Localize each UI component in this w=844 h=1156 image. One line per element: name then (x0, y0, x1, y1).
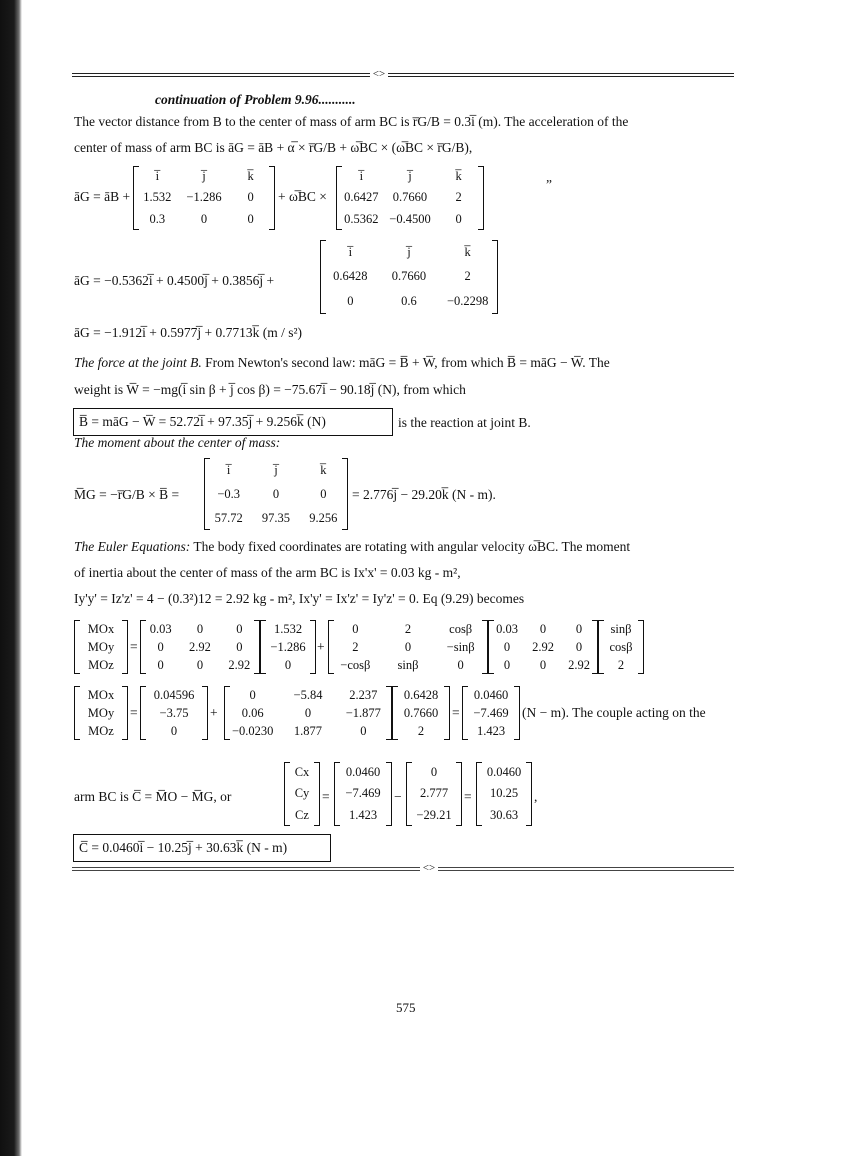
cell: 0 (352, 621, 359, 636)
cell: 0 (360, 723, 367, 738)
force-text: From Newton's second law: māG = B̅ + W̅, from which B̅ = māG − W̅. The (205, 355, 610, 370)
cell: 0.6428 (403, 687, 439, 702)
top-rule-diamond: <> (370, 70, 388, 79)
cell: 2 (404, 621, 412, 636)
eq1-mid: + ω̅BC × (278, 189, 327, 204)
cell: 0.0460 (486, 765, 522, 780)
eq7-equals-2: = (464, 789, 472, 804)
cell: −0.0230 (231, 723, 274, 738)
eq7-vector-a (334, 762, 392, 826)
result-C: C̅ = 0.0460i̅ − 10.25j̅ + 30.63k̅ (N - m) (79, 840, 288, 855)
eq6-result-vector (462, 686, 520, 740)
cell: −0.3 (217, 486, 240, 501)
eq6-omega-vector (392, 686, 450, 740)
eq7-equals: = (322, 789, 330, 804)
eq6-omega-matrix (224, 686, 392, 740)
cell: 2 (617, 657, 625, 672)
cell: 0.6 (401, 294, 417, 309)
cell: j̅ (274, 462, 278, 477)
cell: 0 (272, 486, 280, 501)
cell: k̅ (455, 169, 462, 184)
cell: −1.286 (270, 639, 306, 654)
cell: MOy (87, 705, 115, 720)
cell: 0 (347, 294, 354, 309)
eq4-lhs: M̅G = −r̅G/B × B̅ = (74, 487, 180, 502)
eq5-omega-matrix (328, 620, 488, 674)
cell: 2 (417, 723, 425, 738)
para-weight: weight is W̅ = −mg(i̅ sin β + j̅ cos β) = −75.67i̅ − 90.18j̅ (N), from which (74, 382, 466, 397)
cell: MOz (88, 723, 114, 738)
cell: −5.84 (293, 687, 323, 702)
cell: 0 (247, 211, 254, 226)
cell: 2 (464, 269, 471, 284)
eq6-alpha-vector (140, 686, 208, 740)
cell: −3.75 (159, 705, 189, 720)
cell: k̅ (247, 169, 254, 184)
eq6-equals: = (130, 705, 138, 720)
cell: 0.6427 (344, 190, 379, 205)
bottom-rule-diamond: <> (420, 864, 438, 873)
para-euler (74, 538, 630, 556)
cell: 1.532 (143, 190, 172, 205)
bottom-rule (72, 867, 734, 868)
para-vector-distance: The vector distance from B to the center of mass of arm BC is r̅G/B = 0.3i̅ (m). The acceleration of the (74, 114, 629, 129)
cell: 2.237 (349, 687, 378, 702)
cell: 0 (304, 705, 312, 720)
cell: i̅ (155, 169, 160, 184)
cell: 0 (503, 657, 511, 672)
eq2-lhs: āG = −0.5362i̅ + 0.4500j̅ + 0.3856j̅ + (74, 273, 275, 288)
cell: 0 (247, 190, 254, 205)
cell: 1.423 (476, 723, 506, 738)
cell: Cy (294, 786, 310, 801)
cell: 2.92 (228, 657, 251, 672)
cell: 0 (430, 765, 438, 780)
eq6-after: (N − m). The couple acting on the (522, 705, 706, 720)
cell: 97.35 (261, 510, 291, 525)
eq7-comma: , (534, 789, 538, 804)
euler-text: The body fixed coordinates are rotating with angular velocity ω̅BC. The moment (193, 539, 631, 554)
cell: 1.423 (348, 807, 378, 822)
eq7-couple-vector (284, 762, 320, 826)
cell: −cosβ (340, 657, 371, 672)
cell: 2.92 (189, 639, 211, 654)
eq5-omega-vector (598, 620, 644, 674)
cell: k̅ (320, 462, 327, 477)
euler-heading: The Euler Equations: (74, 539, 191, 554)
cell: i̅ (348, 244, 353, 259)
eq5-inertia-matrix (140, 620, 260, 674)
cell: 0 (249, 687, 256, 702)
moment-heading: The moment about the center of mass: (74, 435, 281, 450)
cell: 0 (457, 657, 464, 672)
eq7-result-vector (476, 762, 532, 826)
cell: 0.03 (496, 621, 518, 636)
cell: Cz (295, 807, 309, 822)
force-heading: The force at the joint B. (74, 355, 202, 370)
problem-heading: continuation of Problem 9.96........... (155, 92, 356, 107)
eq1-matrix-b (336, 166, 484, 230)
cell: j̅ (202, 169, 206, 184)
cell: 0.6428 (333, 269, 368, 284)
eq5-inertia-matrix-2 (488, 620, 598, 674)
cell: cosβ (449, 621, 473, 636)
cell: −sinβ (446, 639, 475, 654)
eq7-lead: arm BC is C̅ = M̅O − M̅G, or (74, 789, 232, 804)
cell: 2.92 (532, 639, 554, 654)
cell: 30.63 (489, 807, 519, 822)
cell: 0.06 (241, 705, 264, 720)
cell: 57.72 (214, 510, 243, 525)
eq4-matrix (204, 458, 348, 530)
cell: sinβ (397, 657, 419, 672)
cell: 2 (455, 190, 462, 205)
eq7-vector-b (406, 762, 462, 826)
cell: cosβ (609, 639, 633, 654)
eq6-plus: + (210, 705, 218, 720)
cell: 0 (236, 639, 243, 654)
result-B-caption: is the reaction at joint B. (398, 415, 531, 430)
cell: 0 (539, 621, 547, 636)
eq7-minus: − (394, 789, 402, 804)
eq6-moment-vector (74, 686, 128, 740)
cell: 0.7660 (403, 705, 439, 720)
stray-mark: ” (546, 177, 552, 192)
cell: 0 (157, 639, 164, 654)
cell: sinβ (610, 621, 632, 636)
cell: 0.7660 (391, 269, 427, 284)
cell: 2.777 (419, 786, 449, 801)
cell: 1.877 (293, 723, 323, 738)
cell: MOz (88, 657, 114, 672)
cell: i̅ (226, 462, 231, 477)
scan-edge-shadow (0, 0, 22, 1156)
para-inertia-2: Iy'y' = Iz'z' = 4 − (0.3²)12 = 2.92 kg - m², Ix'y' = Ix'z' = Iy'z' = 0. Eq (9.29) becomes (74, 591, 525, 606)
para-inertia-1: of inertia about the center of mass of the arm BC is Ix'x' = 0.03 kg - m², (74, 565, 461, 580)
eq2-matrix (320, 240, 498, 314)
eq5-moment-vector (74, 620, 128, 674)
cell: 0 (539, 657, 547, 672)
eq5-plus: + (317, 639, 325, 654)
cell: 10.25 (489, 786, 519, 801)
eq1-lhs: āG = āB + (74, 189, 131, 204)
cell: 0 (196, 657, 204, 672)
cell: −0.4500 (389, 211, 431, 226)
cell: −1.286 (186, 190, 222, 205)
cell: −7.469 (473, 705, 509, 720)
cell: 0 (575, 621, 583, 636)
cell: 0 (200, 211, 208, 226)
eq3-acceleration-result: āG = −1.912i̅ + 0.5977j̅ + 0.7713k̅ (m / s²) (74, 325, 302, 340)
eq6-equals-2: = (452, 705, 460, 720)
cell: −29.21 (416, 807, 452, 822)
cell: 0.5362 (344, 211, 379, 226)
cell: 2.92 (568, 657, 590, 672)
para-acceleration: center of mass of arm BC is āG = āB + α̅ × r̅G/B + ω̅BC × (ω̅BC × r̅G/B), (74, 140, 473, 155)
cell: 0 (196, 621, 204, 636)
bottom-rule-double (72, 870, 734, 871)
cell: 0 (320, 486, 327, 501)
cell: −7.469 (345, 786, 381, 801)
cell: MOx (87, 687, 115, 702)
cell: 0.03 (149, 621, 172, 636)
top-rule-double (72, 76, 734, 77)
cell: k̅ (464, 244, 471, 259)
cell: 0 (575, 639, 583, 654)
cell: MOy (87, 639, 115, 654)
page-number: 575 (396, 1000, 416, 1015)
cell: 0.0460 (345, 765, 381, 780)
cell: 0 (404, 639, 412, 654)
eq1-matrix-a (133, 166, 275, 230)
cell: Cx (294, 765, 310, 780)
cell: 0.3 (149, 211, 166, 226)
cell: 0 (170, 723, 178, 738)
cell: 0.04596 (153, 687, 195, 702)
cell: j̅ (408, 169, 412, 184)
cell: 0.0460 (473, 687, 509, 702)
cell: MOx (87, 621, 115, 636)
top-rule (72, 73, 734, 74)
cell: j̅ (407, 244, 411, 259)
cell: 0 (455, 211, 462, 226)
cell: 9.256 (309, 510, 338, 525)
para-force-joint (74, 354, 610, 372)
cell: 0 (157, 657, 164, 672)
result-box-C (73, 834, 331, 862)
result-box-B (73, 408, 393, 436)
eq5-equals: = (130, 639, 138, 654)
cell: i̅ (359, 169, 364, 184)
cell: 1.532 (273, 621, 303, 636)
cell: 2 (352, 639, 359, 654)
cell: −1.877 (345, 705, 381, 720)
eq5-alpha-vector (260, 620, 316, 674)
cell: 0.7660 (392, 190, 428, 205)
cell: 0 (503, 639, 511, 654)
result-B: B̅ = māG − W̅ = 52.72i̅ + 97.35j̅ + 9.256k̅ (N) (79, 414, 326, 429)
cell: 0 (236, 621, 243, 636)
cell: 0 (284, 657, 292, 672)
cell: −0.2298 (446, 294, 489, 309)
eq4-rhs: = 2.776j̅ − 29.20k̅ (N - m). (352, 487, 496, 502)
